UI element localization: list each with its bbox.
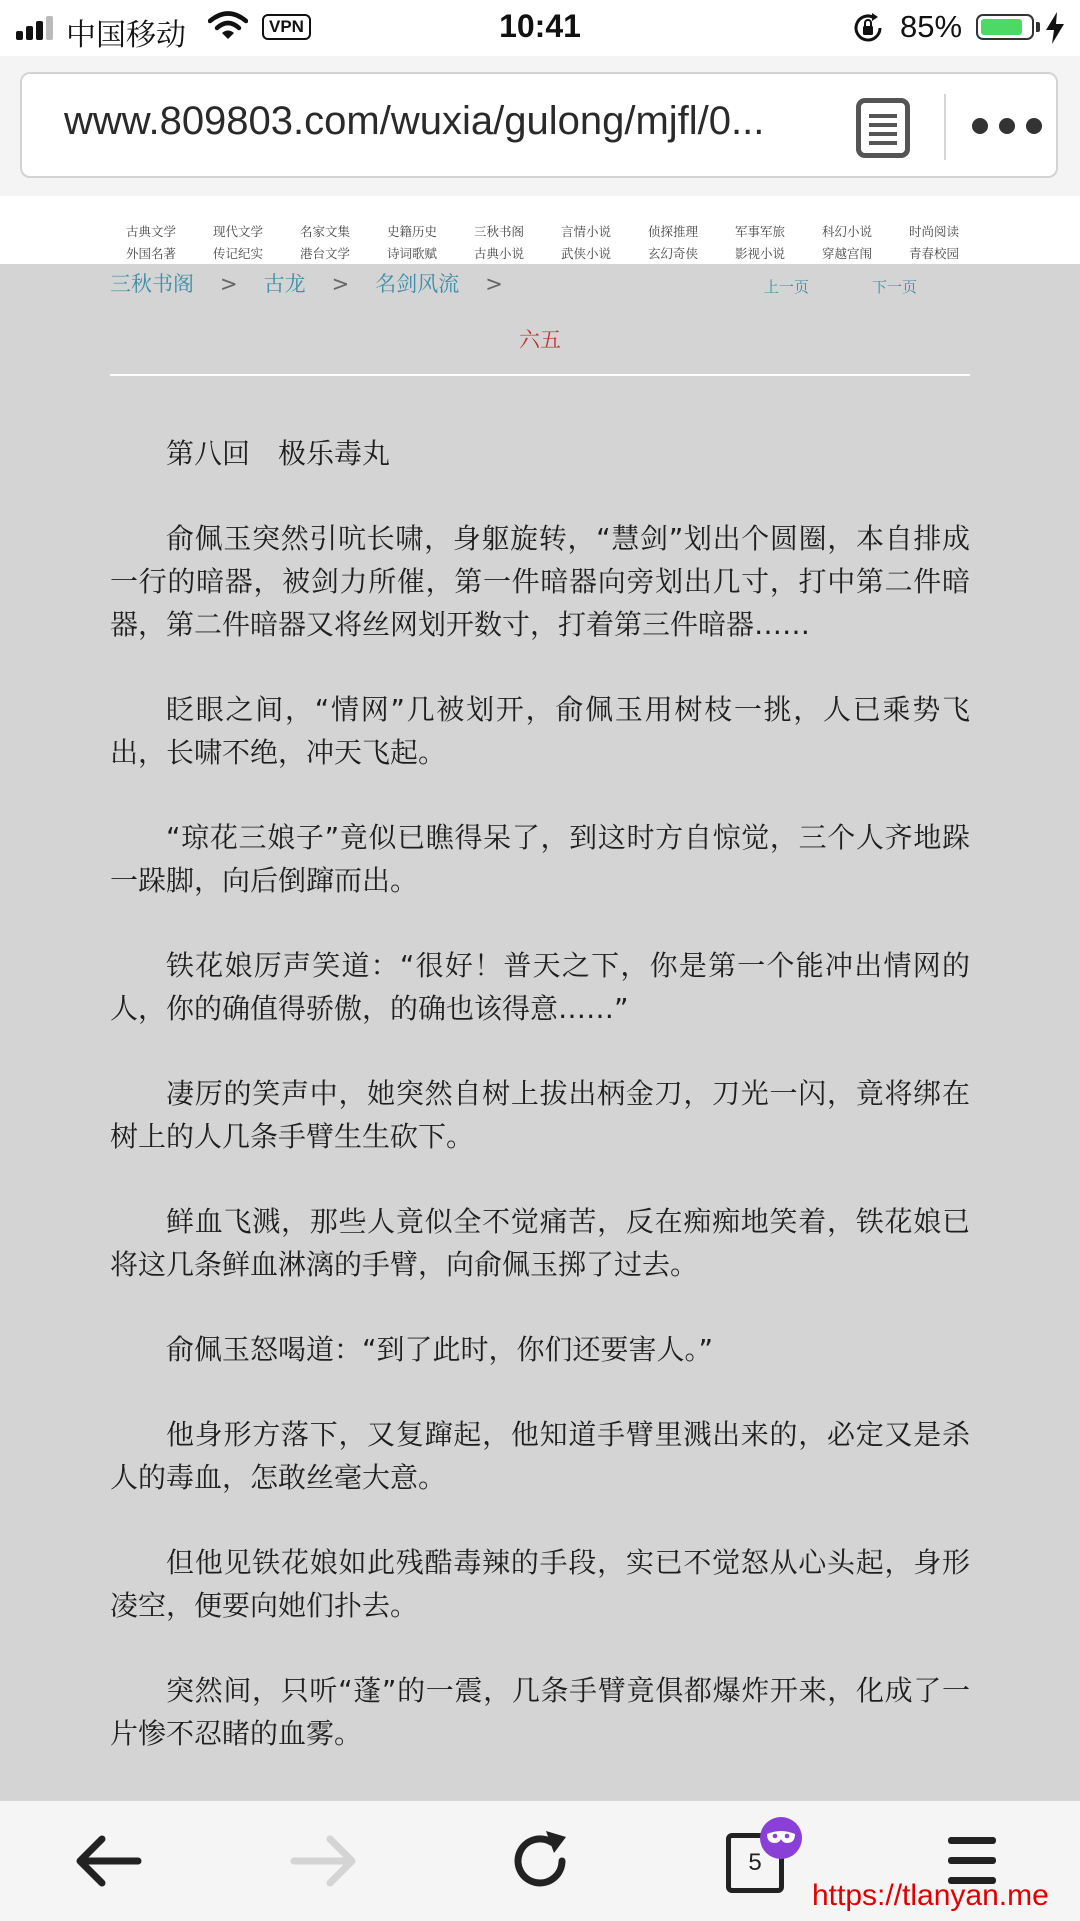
mask-icon: [760, 1817, 802, 1859]
nav-link[interactable]: 时尚阅读: [908, 224, 959, 239]
vpn-badge: VPN: [262, 14, 311, 40]
nav-link[interactable]: 古典小说: [473, 246, 524, 261]
paragraph: 他身形方落下，又复蹿起，他知道手臂里溅出来的，必定又是杀人的毒血，怎敢丝毫大意。: [110, 1418, 970, 1494]
breadcrumb-separator: >: [220, 272, 238, 296]
carrier-name: 中国移动: [66, 18, 186, 53]
breadcrumb-item-book[interactable]: 名剑风流: [375, 272, 460, 296]
nav-link[interactable]: 名家文集: [299, 224, 350, 239]
tab-count-button[interactable]: 5: [726, 1833, 784, 1893]
paragraph: “琼花三娘子”竟似已瞧得呆了，到这时方自惊觉，三个人齐地跺一跺脚，向后倒蹿而出。: [110, 821, 970, 897]
nav-link[interactable]: 三秋书阁: [473, 224, 524, 239]
paragraph: 但他见铁花娘如此残酷毒辣的手段，实已不觉怒从心头起，身形凌空，便要向她们扑去。: [110, 1546, 970, 1622]
browser-toolbar: [0, 1800, 1080, 1921]
nav-link[interactable]: 外国名著: [125, 246, 176, 261]
nav-link[interactable]: 武侠小说: [560, 246, 611, 261]
chapter-number: 六五: [519, 328, 561, 352]
clock: 10:41: [499, 8, 581, 44]
battery-percentage: 85%: [900, 9, 963, 44]
browser-address-area: [0, 56, 1080, 196]
nav-link[interactable]: 侦探推理: [647, 224, 698, 239]
divider-line: [110, 374, 970, 376]
address-bar[interactable]: [20, 72, 1058, 178]
breadcrumb-item-author[interactable]: 古龙: [263, 272, 306, 296]
nav-link[interactable]: 科幻小说: [821, 224, 872, 239]
breadcrumb-separator: >: [485, 272, 503, 296]
url-text[interactable]: www.809803.com/wuxia/gulong/mjfl/0...: [64, 99, 765, 143]
paragraph: 凄厉的笑声中，她突然自树上拔出柄金刀，刀光一闪，竟将绑在树上的人几条手臂生生砍下。: [110, 1077, 970, 1153]
nav-link[interactable]: 古典文学: [125, 224, 176, 239]
nav-link[interactable]: 影视小说: [734, 246, 785, 261]
prev-page-link[interactable]: 上一页: [764, 278, 810, 296]
nav-link[interactable]: 玄幻奇侠: [647, 246, 698, 261]
nav-link[interactable]: 现代文学: [212, 224, 263, 239]
rotation-lock-icon: [852, 12, 884, 44]
status-bar: [0, 0, 1080, 56]
chapter-title: 第八回 极乐毒丸: [166, 437, 391, 470]
nav-link[interactable]: 史籍历史: [386, 224, 437, 239]
reader-mode-icon[interactable]: [856, 98, 910, 158]
paragraph: 俞佩玉突然引吭长啸，身躯旋转，“慧剑”划出个圆圈，本自排成一行的暗器，被剑力所催，第一件暗器向旁划出几寸，打中第二件暗器，第二件暗器又将丝网划开数寸，打着第三件暗器……: [110, 522, 970, 641]
paragraph: 突然间，只听“蓬”的一震，几条手臂竟俱都爆炸开来，化成了一片惨不忍睹的血雾。: [110, 1674, 970, 1750]
forward-arrow-icon[interactable]: [290, 1831, 360, 1891]
nav-link[interactable]: 穿越宫闱: [821, 246, 872, 261]
nav-link[interactable]: 港台文学: [299, 246, 350, 261]
paragraph: 铁花娘厉声笑道：“很好！普天之下，你是第一个能冲出情网的人，你的确值得骄傲，的确也该得意……”: [110, 949, 970, 1025]
site-category-nav: [0, 196, 1080, 264]
battery-fill: [981, 19, 1022, 35]
article-body: [110, 432, 970, 1797]
nav-link[interactable]: 军事军旅: [734, 224, 785, 239]
breadcrumb-separator: >: [331, 272, 350, 296]
battery-icon: [976, 14, 1034, 40]
back-arrow-icon[interactable]: [72, 1831, 142, 1891]
private-mode-badge: [760, 1817, 802, 1859]
nav-link[interactable]: 青春校园: [908, 246, 959, 261]
reload-icon[interactable]: [506, 1827, 574, 1895]
watermark: https://tlanyan.me: [812, 1879, 1049, 1912]
paragraph: 鲜血飞溅，那些人竟似全不觉痛苦，反在痴痴地笑着，铁花娘已将这几条鲜血淋漓的手臂，向俞佩玉掷了过去。: [110, 1205, 970, 1281]
next-page-link[interactable]: 下一页: [872, 278, 918, 296]
battery-cap: [1036, 22, 1040, 32]
nav-link[interactable]: 言情小说: [560, 224, 611, 239]
nav-link[interactable]: 传记纪实: [212, 246, 263, 261]
breadcrumb: [110, 268, 529, 298]
paragraph: 眨眼之间，“情网”几被划开，俞佩玉用树枝一挑，人已乘势飞出，长啸不绝，冲天飞起。: [110, 693, 970, 769]
charging-bolt-icon: [1046, 12, 1064, 44]
nav-link[interactable]: 诗词歌赋: [386, 246, 437, 261]
more-options-icon[interactable]: [972, 118, 1042, 134]
breadcrumb-item-home[interactable]: 三秋书阁: [110, 272, 194, 296]
paragraph: 俞佩玉怒喝道：“到了此时，你们还要害人。”: [166, 1333, 714, 1366]
address-bar-divider: [944, 94, 946, 160]
